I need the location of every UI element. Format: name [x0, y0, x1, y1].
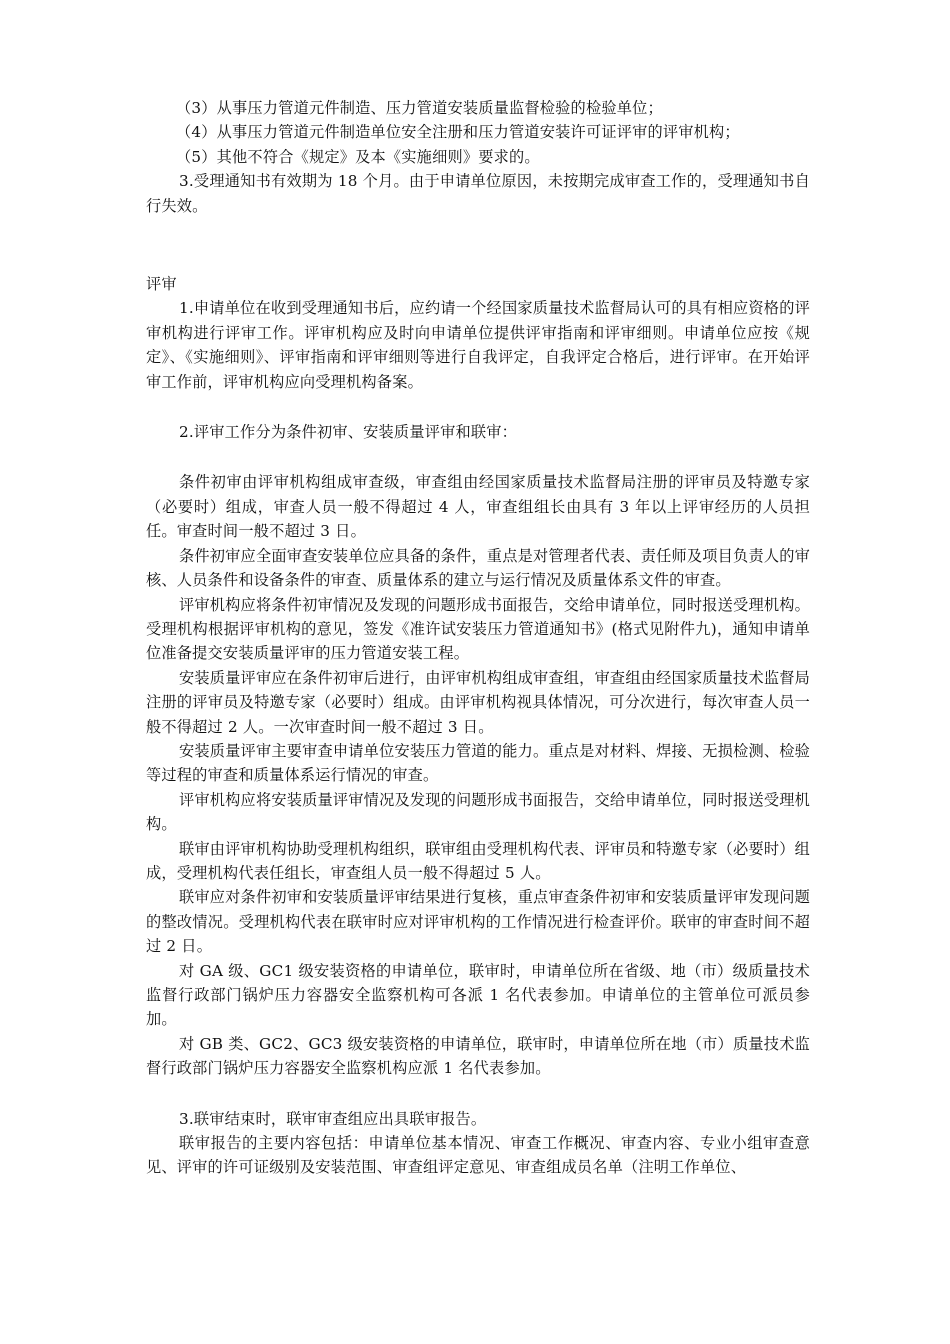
review-detail-paragraph: 联审应对条件初审和安装质量评审结果进行复核，重点审查条件初审和安装质量评审发现问题的整改情况。受理机构代表在联审时应对评审机构的工作情况进行检查评价。联审的审查时间不超过 2 日。: [146, 888, 810, 956]
review-detail-paragraph: 安装质量评审主要审查申请单位安装压力管道的能力。重点是对材料、焊接、无损检测、检验等过程的审查和质量体系运行情况的审查。: [146, 741, 810, 785]
review-detail-paragraph: 条件初审应全面审查安装单位应具备的条件，重点是对管理者代表、责任师及项目负责人的审核、人员条件和设备条件的审查、质量体系的建立与运行情况及质量体系文件的审查。: [146, 546, 810, 590]
review-paragraph-2: 2.评审工作分为条件初审、安装质量评审和联审：: [179, 423, 518, 442]
list-item-3: （3）从事压力管道元件制造、压力管道安装质量监督检验的检验单位；: [176, 99, 663, 117]
notice-validity-paragraph: 3.受理通知书有效期为 18 个月。由于申请单位原因，未按期完成审查工作的，受理通知书自行失效。: [146, 172, 810, 215]
review-detail-paragraph: 评审机构应将条件初审情况及发现的问题形成书面报告，交给申请单位，同时报送受理机构。受理机构根据评审机构的意见，签发《准许试安装压力管道通知书》(格式见附件九)，通知申请单位准备提交安装质量评审的压力管道安装工程。: [146, 595, 810, 663]
review-detail-paragraph: 评审机构应将安装质量评审情况及发现的问题形成书面报告，交给申请单位，同时报送受理机构。: [146, 790, 810, 834]
review-paragraph-3: 3.联审结束时，联审审查组应出具联审报告。: [179, 1109, 487, 1128]
section-title: 评审: [146, 275, 177, 294]
review-detail-paragraph: 对 GA 级、GC1 级安装资格的申请单位，联审时，申请单位所在省级、地（市）级质量技术监督行政部门锅炉压力容器安全监察机构可各派 1 名代表参加。申请单位的主管单位可派员参加。: [146, 961, 810, 1029]
review-paragraph-1: 1.申请单位在收到受理通知书后，应约请一个经国家质量技术监督局认可的具有相应资格的评审机构进行评审工作。评审机构应及时向申请单位提供评审指南和评审细则。申请单位应按《规定》、《实施细则》、评审指南和评审细则等进行自我评定，自我评定合格后，进行评审。在开始评审工作前，评审机构应向受理机构备案。: [146, 299, 810, 391]
review-detail-paragraph: 条件初审由评审机构组成审查级，审查组由经国家质量技术监督局注册的评审员及特邀专家（必要时）组成，审查人员一般不得超过 4 人，审查组组长由具有 3 年以上评审经历的人员担任。审查时间一般不超过 3 日。: [146, 473, 810, 541]
review-report-content-paragraph: 联审报告的主要内容包括：申请单位基本情况、审查工作概况、审查内容、专业小组审查意见、评审的许可证级别及安装范围、审查组评定意见、审查组成员名单（注明工作单位、: [146, 1134, 810, 1177]
review-detail-paragraph: 安装质量评审应在条件初审后进行，由评审机构组成审查组，审查组由经国家质量技术监督局注册的评审员及特邀专家（必要时）组成。由评审机构视具体情况，可分次进行，每次审查人员一般不得超过 2 人。一次审查时间一般不超过 3 日。: [146, 668, 810, 736]
list-item-5: （5）其他不符合《规定》及本《实施细则》要求的。: [176, 147, 540, 166]
list-item-4: （4）从事压力管道元件制造单位安全注册和压力管道安装许可证评审的评审机构；: [176, 123, 740, 142]
review-detail-paragraph: 联审由评审机构协助受理机构组织，联审组由受理机构代表、评审员和特邀专家（必要时）组成，受理机构代表任组长，审查组人员一般不得超过 5 人。: [146, 839, 810, 882]
review-detail-paragraph: 对 GB 类、GC2、GC3 级安装资格的申请单位，联审时，申请单位所在地（市）质量技术监督行政部门锅炉压力容器安全监察机构应派 1 名代表参加。: [146, 1034, 810, 1078]
document-body: [146, 96, 810, 1180]
